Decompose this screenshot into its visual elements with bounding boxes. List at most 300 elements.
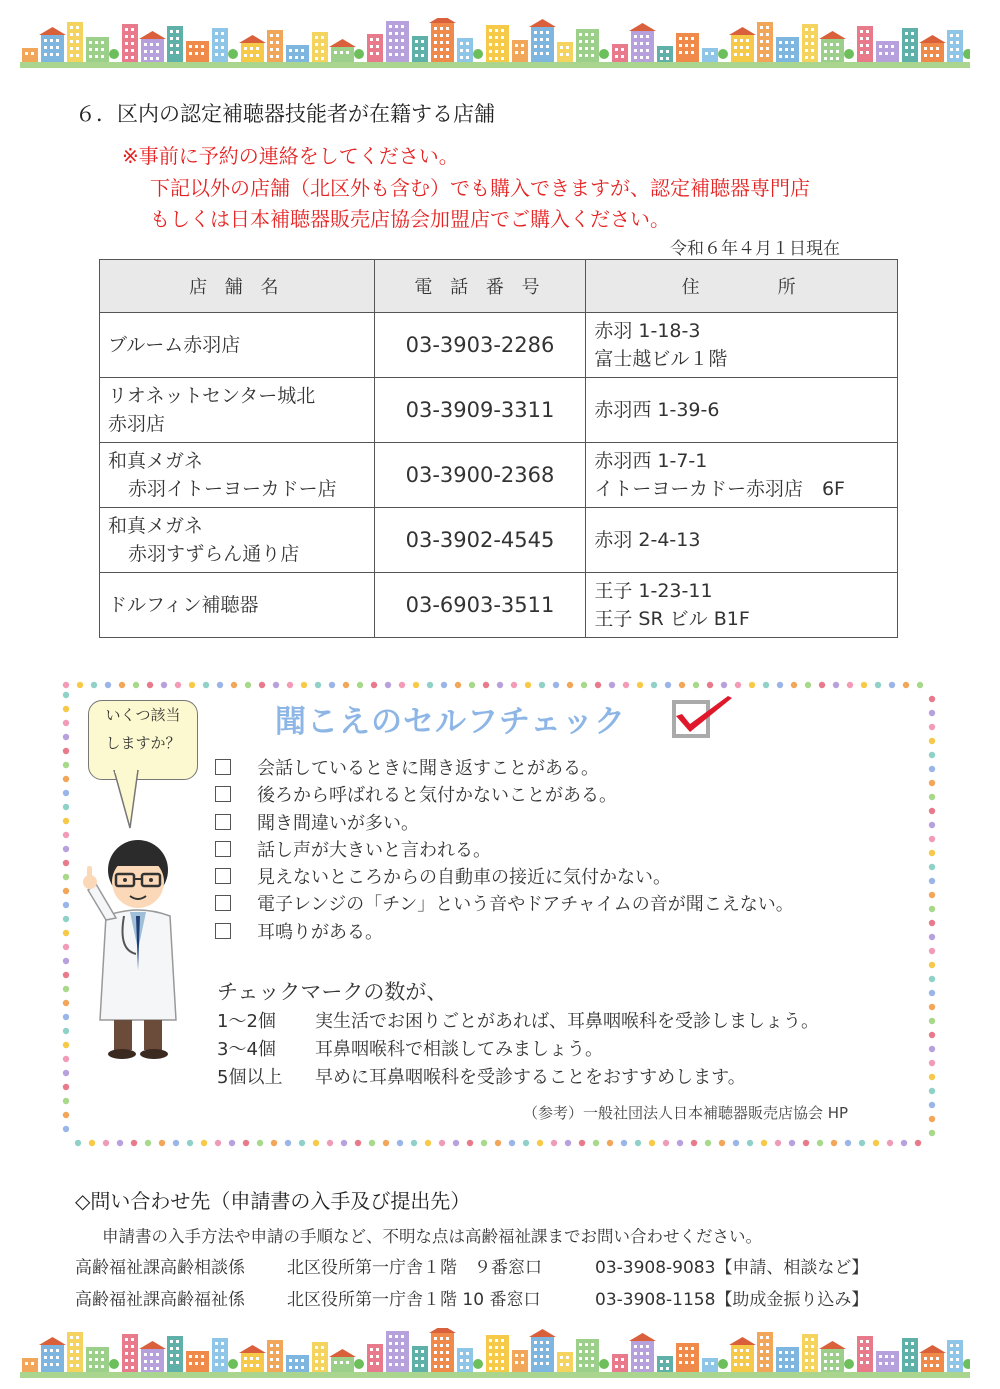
window-shape [170,1361,173,1364]
window-shape [591,1343,594,1346]
window-shape [276,48,279,51]
building-shape [312,1342,328,1372]
window-shape [830,57,833,60]
window-shape [905,1342,908,1345]
window-shape [824,1367,827,1370]
window-shape [891,45,894,48]
window-shape [144,1353,147,1356]
window-shape [295,1359,298,1362]
border-dot [635,1140,641,1146]
roof-shape [39,27,66,35]
border-dot [929,696,935,702]
store-table [99,259,898,638]
border-dot [63,1042,69,1048]
tree-shape [473,1359,483,1369]
border-dot [63,972,69,978]
window-shape [376,38,379,41]
window-shape [334,1361,337,1364]
window-shape [685,37,688,40]
window-shape [785,48,788,51]
bubble-line-1: いくつ該当 [105,706,181,724]
window-shape [389,1363,392,1366]
list-item [215,810,794,837]
checkbox-icon [215,868,231,884]
border-dot [929,1088,935,1094]
window-shape [221,53,224,56]
skyline-banner-top [20,18,970,68]
window-shape [746,46,749,49]
border-dot [63,874,69,880]
border-dot [495,1140,501,1146]
window-shape [805,1359,808,1362]
window-shape [866,1354,869,1357]
window-shape [646,1352,649,1355]
building-shape [457,38,473,62]
window-shape [779,1358,782,1361]
window-shape [734,46,737,49]
window-shape [195,45,198,48]
window-shape [31,52,34,55]
window-shape [634,56,637,59]
window-shape [389,1342,392,1345]
as-of-date: 令和６年４月１日現在 [670,239,840,259]
window-shape [911,39,914,42]
building-shape [657,46,673,62]
window-shape [376,1348,379,1351]
result-range: 5個以上 [217,1067,283,1088]
address-line-2: イトーヨーカドー赤羽店 6F [594,478,845,500]
check-item-text: 会話しているときに聞き返すことがある。 [257,758,599,779]
window-shape [950,48,953,51]
border-dot [215,1140,221,1146]
window-shape [685,1354,688,1357]
window-shape [546,38,549,41]
window-shape [495,1367,498,1370]
border-dot [75,1140,81,1146]
building-shape [557,1352,573,1372]
window-shape [560,1363,563,1366]
window-shape [924,1357,927,1360]
tree-shape [963,1359,970,1369]
roof-shape [429,18,456,23]
window-shape [785,1365,788,1368]
window-shape [546,1348,549,1351]
window-shape [289,1366,292,1369]
border-dot [861,682,867,688]
window-shape [646,56,649,59]
window-shape [734,1363,737,1366]
border-dot [679,682,685,688]
window-shape [836,1367,839,1370]
window-shape [25,1362,28,1365]
window-shape [221,1363,224,1366]
border-dot [481,1140,487,1146]
window-shape [370,38,373,41]
border-dot [63,706,69,712]
ground-strip [20,62,970,68]
notice-line-2: 下記以外の店舗（北区外も含む）でも購入できますが、認定補聴器専門店 [150,176,810,200]
building-shape [512,40,528,62]
window-shape [95,55,98,58]
window-shape [546,52,549,55]
window-shape [811,56,814,59]
window-shape [760,54,763,57]
list-item [215,864,794,891]
window-shape [50,1356,53,1359]
building-shape [267,1340,283,1372]
border-dot [889,682,895,688]
window-shape [101,1351,104,1354]
table-row [100,573,898,638]
window-shape [401,32,404,35]
checkbox-icon [215,759,231,775]
window-shape [176,1347,179,1350]
window-shape [791,1358,794,1361]
window-shape [501,36,504,39]
border-dot [159,1140,165,1146]
window-shape [50,1363,53,1366]
window-shape [446,34,449,37]
window-shape [805,56,808,59]
tree-shape [599,49,609,59]
window-shape [56,1349,59,1352]
window-shape [495,50,498,53]
border-dot [63,930,69,936]
window-shape [150,1360,153,1363]
window-shape [811,1359,814,1362]
building-shape [757,22,773,62]
store-phone: 03-3902-4545 [374,508,586,573]
border-dot [397,1140,403,1146]
window-shape [760,1343,763,1346]
window-shape [150,1353,153,1356]
border-dot [831,1140,837,1146]
border-dot [173,1140,179,1146]
window-shape [376,45,379,48]
window-shape [911,1342,914,1345]
border-dot [705,1140,711,1146]
border-dot [817,1140,823,1146]
window-shape [489,1346,492,1349]
contact-title: ◇問い合わせ先（申請書の入手及び提出先） [75,1189,471,1213]
window-shape [460,56,463,59]
window-shape [766,47,769,50]
window-shape [591,1350,594,1353]
window-shape [270,1344,273,1347]
window-shape [640,42,643,45]
border-dot [929,808,935,814]
window-shape [489,57,492,60]
border-dot [509,1140,515,1146]
window-shape [860,51,863,54]
window-shape [44,1363,47,1366]
border-dot [693,682,699,688]
window-shape [534,38,537,41]
border-dot [929,724,935,730]
window-shape [501,1353,504,1356]
roof-shape [429,1328,456,1333]
window-shape [646,1366,649,1369]
window-shape [646,49,649,52]
roof-shape [729,1337,756,1345]
tree-shape [599,1359,609,1369]
window-shape [760,1357,763,1360]
window-shape [950,41,953,44]
building-shape [212,1338,228,1372]
window-shape [685,44,688,47]
border-dot [453,1140,459,1146]
window-shape [131,35,134,38]
window-shape [295,49,298,52]
window-shape [370,52,373,55]
window-shape [830,1353,833,1356]
building-shape [921,1353,944,1372]
border-dot [761,1140,767,1146]
window-shape [446,1358,449,1361]
window-shape [321,1360,324,1363]
table-row [100,378,898,443]
window-shape [924,54,927,57]
window-shape [466,49,469,52]
window-shape [201,52,204,55]
header-address: 住 所 [586,260,898,313]
border-dot [929,836,935,842]
border-dot [91,682,97,688]
window-shape [911,32,914,35]
border-dot [231,682,237,688]
window-shape [244,1364,247,1367]
building-shape [212,28,228,62]
window-shape [666,1367,669,1370]
window-shape [315,1346,318,1349]
window-shape [546,45,549,48]
window-shape [830,43,833,46]
window-shape [101,1365,104,1368]
window-shape [150,1367,153,1370]
border-dot [749,682,755,688]
border-dot [593,1140,599,1146]
border-dot [299,1140,305,1146]
list-item [215,919,794,946]
border-dot [735,682,741,688]
speech-bubble-tail [108,770,148,830]
window-shape [301,56,304,59]
window-shape [125,28,128,31]
window-shape [534,1355,537,1358]
window-shape [805,1366,808,1369]
window-shape [924,1364,927,1367]
window-shape [340,51,343,54]
window-shape [646,1345,649,1348]
window-shape [466,1366,469,1369]
window-shape [660,1367,663,1370]
window-shape [415,1364,418,1367]
border-dot [119,682,125,688]
window-shape [434,1337,437,1340]
window-shape [579,1343,582,1346]
border-dot [371,682,377,688]
border-dot [327,1140,333,1146]
window-shape [395,1342,398,1345]
building-shape [241,43,264,62]
window-shape [395,32,398,35]
window-shape [221,46,224,49]
window-shape [321,43,324,46]
roof-shape [819,31,846,39]
window-shape [25,52,28,55]
building-shape [122,1334,138,1372]
window-shape [176,1361,179,1364]
window-shape [705,52,708,55]
border-dot [217,682,223,688]
window-shape [176,37,179,40]
window-shape [879,45,882,48]
window-shape [956,55,959,58]
window-shape [534,45,537,48]
window-shape [634,35,637,38]
window-shape [395,1363,398,1366]
window-shape [766,1350,769,1353]
window-shape [440,55,443,58]
window-shape [440,1337,443,1340]
window-shape [270,1351,273,1354]
border-dot [257,1140,263,1146]
roof-shape [329,39,356,47]
roof-shape [729,27,756,35]
window-shape [389,1356,392,1359]
window-shape [956,1365,959,1368]
border-dot [539,682,545,688]
window-shape [489,1360,492,1363]
window-shape [376,52,379,55]
border-dot [63,1028,69,1034]
window-shape [591,40,594,43]
window-shape [891,1362,894,1365]
window-shape [615,48,618,51]
list-item [215,782,794,809]
window-shape [615,1358,618,1361]
window-shape [779,1351,782,1354]
window-shape [766,1357,769,1360]
window-shape [685,1361,688,1364]
window-shape [824,50,827,53]
border-dot [63,720,69,726]
window-shape [585,1357,588,1360]
window-shape [621,1358,624,1361]
window-shape [740,1349,743,1352]
window-shape [189,1362,192,1365]
check-item-text: 聞き間違いが多い。 [257,812,419,834]
window-shape [924,47,927,50]
border-dot [929,1046,935,1052]
window-shape [276,55,279,58]
window-shape [76,1343,79,1346]
window-shape [270,41,273,44]
window-shape [321,1346,324,1349]
window-shape [401,53,404,56]
window-shape [866,51,869,54]
window-shape [811,1352,814,1355]
window-shape [885,1355,888,1358]
window-shape [540,31,543,34]
header-store-name: 店 舗 名 [100,260,375,313]
window-shape [434,1344,437,1347]
address-line-1: 赤羽 1-18-3 [594,320,701,342]
building-shape [876,1351,899,1372]
building-shape [802,1334,818,1372]
window-shape [785,1358,788,1361]
window-shape [76,1357,79,1360]
window-shape [691,1361,694,1364]
window-shape [276,1358,279,1361]
window-shape [76,33,79,36]
window-shape [711,52,714,55]
window-shape [766,54,769,57]
window-shape [879,1355,882,1358]
window-shape [866,1361,869,1364]
window-shape [489,1353,492,1356]
window-shape [634,1352,637,1355]
border-dot [581,682,587,688]
window-shape [389,46,392,49]
border-dot [63,902,69,908]
window-shape [501,43,504,46]
border-dot [929,850,935,856]
roof-shape [919,1345,946,1353]
border-dot [63,916,69,922]
window-shape [221,1342,224,1345]
roof-shape [819,1341,846,1349]
window-shape [836,1353,839,1356]
window-shape [585,33,588,36]
window-shape [89,48,92,51]
border-dot [691,1140,697,1146]
window-shape [370,1355,373,1358]
window-shape [44,53,47,56]
window-shape [950,1351,953,1354]
border-dot [623,682,629,688]
roof-shape [529,19,556,27]
window-shape [640,1352,643,1355]
contact-row [75,1253,868,1278]
window-shape [501,1346,504,1349]
window-shape [495,1346,498,1349]
contact-phone: 03-3908-1158 [595,1290,716,1310]
window-shape [321,1353,324,1356]
window-shape [534,31,537,34]
window-shape [930,1364,933,1367]
building-shape [512,1350,528,1372]
window-shape [830,1360,833,1363]
store-branch: 赤羽イトーヨーカドー店 [128,478,337,500]
border-dot [259,682,265,688]
border-dot [747,1140,753,1146]
border-dot [285,1140,291,1146]
window-shape [879,1362,882,1365]
window-shape [634,1366,637,1369]
building-shape [412,36,428,62]
border-dot [343,682,349,688]
window-shape [501,29,504,32]
window-shape [156,57,159,60]
window-shape [860,37,863,40]
border-dot [63,1084,69,1090]
window-shape [270,34,273,37]
contact-location: 北区役所第一庁舎１階 10 番窓口 [287,1290,541,1310]
window-shape [540,1348,543,1351]
table-row [100,443,898,508]
checkmark-icon [668,694,738,744]
